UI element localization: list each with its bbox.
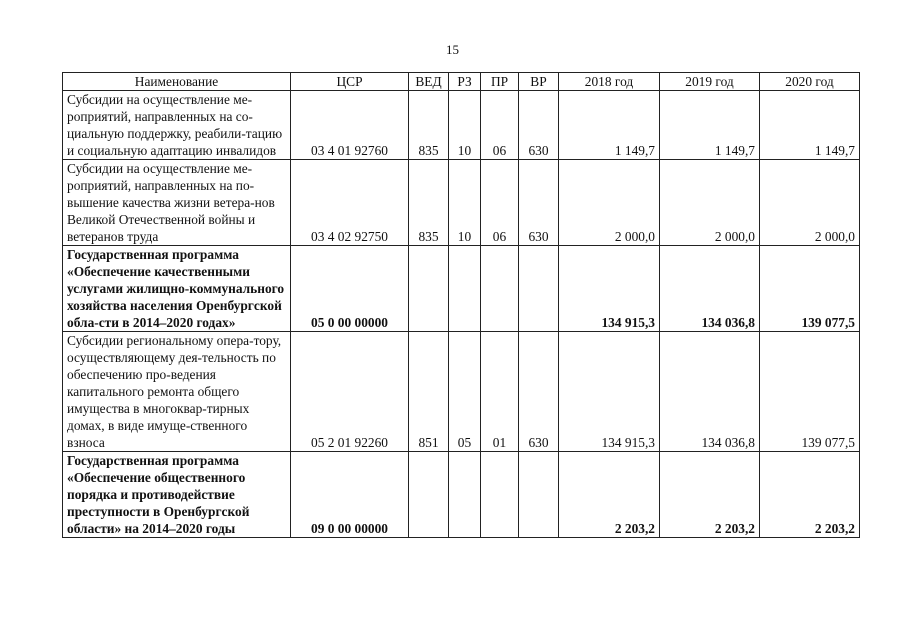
row-ved [409,452,449,538]
row-csr: 09 0 00 00000 [291,452,409,538]
table-row [63,91,860,160]
row-2018: 1 149,7 [559,91,660,160]
row-rz: 05 [449,332,481,452]
row-vr: 630 [519,160,559,246]
table-header-row [63,73,860,91]
row-2020: 139 077,5 [760,332,860,452]
row-csr: 05 0 00 00000 [291,246,409,332]
header-2019: 2019 год [660,73,760,91]
row-name: Государственная программа «Обеспечение общественного порядка и противодействие преступности в Оренбургской области» на 2014–2020 годы [67,453,250,536]
row-2020: 139 077,5 [760,246,860,332]
row-name: Субсидии на осуществление ме-роприятий, направленных на со-циальную поддержку, реабили-тацию и социальную адаптацию инвалидов [67,92,283,158]
row-ved: 851 [409,332,449,452]
row-2019: 134 036,8 [660,332,760,452]
header-csr: ЦСР [291,73,409,91]
row-rz [449,452,481,538]
row-2019: 2 203,2 [660,452,760,538]
header-ved: ВЕД [409,73,449,91]
row-rz: 10 [449,160,481,246]
row-name: Субсидии региональному опера-тору, осуществляющему дея-тельность по обеспечению про-ведения капитального ремонта общего имущества в многоквар-тирных домах, в виде имуще-ственного взноса [67,333,282,450]
row-2018: 2 000,0 [559,160,660,246]
row-name: Субсидии на осуществление ме-роприятий, направленных на по-вышение качества жизни ветера-нов Великой Отечественной войны и ветеранов труда [67,161,275,244]
row-ved [409,246,449,332]
row-2018: 134 915,3 [559,246,660,332]
header-2018: 2018 год [559,73,660,91]
row-name: Государственная программа «Обеспечение качественными услугами жилищно-коммунального хозяйства населения Оренбургской обла-сти в 2014–2020 годах» [67,247,285,330]
row-rz: 10 [449,91,481,160]
header-name: Наименование [63,73,291,91]
row-pr [481,246,519,332]
header-vr: ВР [519,73,559,91]
row-vr: 630 [519,91,559,160]
budget-table [62,72,860,538]
row-pr: 01 [481,332,519,452]
row-pr: 06 [481,91,519,160]
row-name-cell [63,332,291,452]
row-csr: 03 4 01 92760 [291,91,409,160]
row-name-cell [63,452,291,538]
table-row [63,160,860,246]
header-pr: ПР [481,73,519,91]
row-vr: 630 [519,332,559,452]
row-pr [481,452,519,538]
row-name-cell [63,160,291,246]
row-2019: 134 036,8 [660,246,760,332]
row-2020: 1 149,7 [760,91,860,160]
row-ved: 835 [409,91,449,160]
row-2018: 134 915,3 [559,332,660,452]
row-2019: 1 149,7 [660,91,760,160]
row-pr: 06 [481,160,519,246]
row-csr: 05 2 01 92260 [291,332,409,452]
row-csr: 03 4 02 92750 [291,160,409,246]
row-2019: 2 000,0 [660,160,760,246]
table-row [63,332,860,452]
row-2018: 2 203,2 [559,452,660,538]
header-rz: РЗ [449,73,481,91]
page-number: 15 [446,42,459,57]
row-2020: 2 203,2 [760,452,860,538]
row-rz [449,246,481,332]
row-2020: 2 000,0 [760,160,860,246]
row-ved: 835 [409,160,449,246]
row-vr [519,452,559,538]
row-vr [519,246,559,332]
row-name-cell [63,91,291,160]
table-row [63,246,860,332]
row-name-cell [63,246,291,332]
header-2020: 2020 год [760,73,860,91]
table-row [63,452,860,538]
